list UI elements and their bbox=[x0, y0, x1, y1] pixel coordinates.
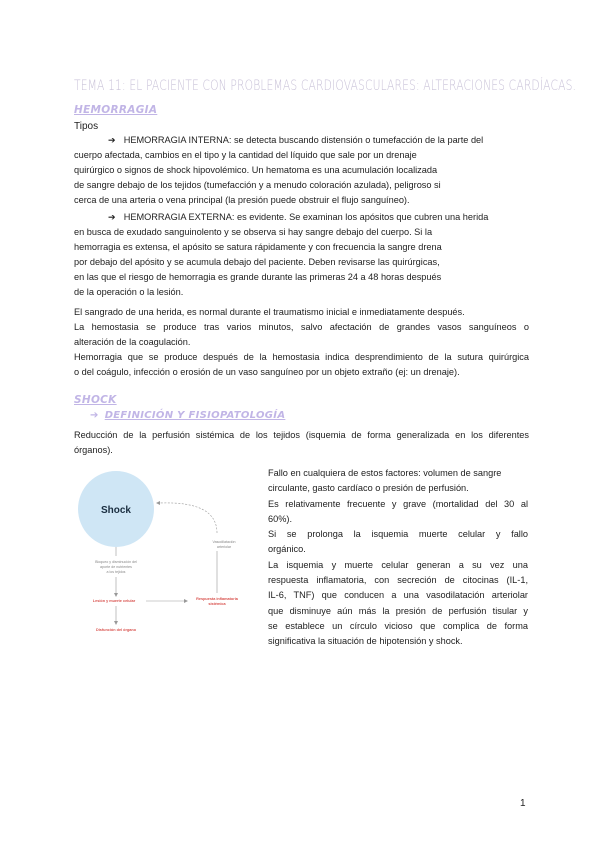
externa-line: de la operación o la lesión. bbox=[74, 287, 184, 297]
document-title: TEMA 11: EL PACIENTE CON PROBLEMAS CARDIOVASCULARES: ALTERACIONES CARDÍACAS. bbox=[74, 78, 577, 94]
paragraph-line: El sangrado de una herida, es normal durante el traumatismo inicial e inmediatamente después. bbox=[74, 307, 465, 317]
box-right-label: Respuesta inflamatoria bbox=[196, 597, 238, 601]
right-note-line: Vasodilatación bbox=[212, 540, 236, 544]
externa-line: por debajo del apósito y se acumula debajo del paciente. Deben revisarse las quirúrgicas, bbox=[74, 257, 440, 267]
right-text-line: La isquemia y muerte celular generan a su vez una bbox=[268, 559, 528, 570]
box-right-label: sistémica bbox=[208, 602, 226, 606]
shock-right-text bbox=[268, 466, 528, 650]
right-text-line: Fallo en cualquiera de estos factores: volumen de sangre bbox=[268, 468, 502, 478]
paragraph-line: Hemorragia que se produce después de la hemostasia indica desprendimiento de la sutura quirúrgica bbox=[74, 352, 529, 362]
shock-diagram bbox=[74, 463, 254, 643]
box-bottom-label: Disfunción del órgano bbox=[95, 628, 137, 632]
right-text-line: orgánico. bbox=[268, 544, 306, 555]
right-note-line: arteriolar bbox=[216, 545, 232, 549]
interna-line: quirúrgico o signos de shock hipovolémico. Un hematoma es una acumulación localizada bbox=[74, 165, 438, 175]
externa-line: HEMORRAGIA EXTERNA: es evidente. Se examinan los apósitos que cubren una herida bbox=[123, 212, 489, 222]
hemorragia-interna-block bbox=[74, 133, 544, 208]
interna-line: de sangre debajo de los tejidos (tumefacción y a menudo coloración azulada), peligroso si bbox=[74, 180, 441, 190]
paragraph-line: o del coágulo, infección o erosión de un vaso sanguíneo por un objeto extraño (ej: un drenaje). bbox=[74, 367, 460, 377]
section-heading-hemorragia: HEMORRAGIA bbox=[74, 104, 158, 116]
externa-line: hemorragia es extensa, el apósito se satura rápidamente y con frecuencia la sangre drena bbox=[74, 242, 442, 252]
shock-definition bbox=[74, 428, 529, 458]
definition-line: Reducción de la perfusión sistémica de los tejidos (isquemia de forma generalizada en los diferentes bbox=[74, 430, 529, 440]
page-number: 1 bbox=[520, 798, 526, 809]
right-text-line: IL-6, TNF) que conducen a una vasodilatación arteriolar bbox=[268, 590, 528, 601]
right-text-line: 60%). bbox=[268, 513, 293, 524]
right-text-line: se establece un círculo vicioso que complica de forma bbox=[268, 620, 528, 631]
interna-line: cuerpo afectada, cambios en el tipo y la cantidad del líquido que sale por un drenaje bbox=[74, 150, 417, 160]
left-note-line: Bloqueo y disminución del bbox=[95, 560, 137, 564]
arrow-icon: ➔ bbox=[108, 212, 116, 222]
externa-line: en las que el riesgo de hemorragia es grande durante las primeras 24 a 48 horas después bbox=[74, 272, 442, 282]
box-left-label: Lesión y muerte celular bbox=[92, 599, 136, 603]
tipos-label: Tipos bbox=[74, 121, 99, 132]
right-text-line: que disminuye aún más la presión de perfusión tisular y bbox=[268, 605, 528, 616]
right-text-line: circulante, gasto cardíaco o presión de perfusión. bbox=[268, 483, 469, 494]
right-text-line: Es relativamente frecuente y grave (mortalidad del 30 al bbox=[268, 498, 528, 509]
shock-circle-label: Shock bbox=[100, 505, 132, 516]
subheading-definicion bbox=[90, 410, 285, 421]
externa-line: en busca de exudado sanguinolento y se observa si hay sangre debajo del cuerpo. Si la bbox=[74, 227, 433, 237]
right-text-line: Si se prolonga la isquemia muerte celular y fallo bbox=[268, 529, 528, 540]
right-text-line: significativa la situación de hipotensión y shock. bbox=[268, 636, 463, 647]
interna-line: HEMORRAGIA INTERNA: se detecta buscando distensión o tumefacción de la parte del bbox=[123, 135, 484, 145]
section-heading-shock: SHOCK bbox=[74, 394, 117, 406]
paragraph-line: La hemostasia se produce tras varios minutos, salvo afectación de grandes vasos sanguíneos o bbox=[74, 322, 529, 332]
left-note-line: aporte de nutrientes bbox=[100, 565, 132, 569]
arrow-icon: ➔ bbox=[90, 410, 99, 421]
interna-line: cerca de una arteria o vena principal (la presión puede obstruir el flujo sanguíneo). bbox=[74, 195, 410, 205]
definition-line: órganos). bbox=[74, 445, 113, 455]
paragraph-line: alteración de la coagulación. bbox=[74, 337, 191, 347]
left-note-line: a los tejidos bbox=[106, 570, 126, 574]
subheading-label: DEFINICIÓN Y FISIOPATOLOGÍA bbox=[104, 410, 286, 421]
right-text-line: respuesta inflamatoria, con secreción de citocinas (IL-1, bbox=[268, 575, 528, 586]
hemorragia-externa-block bbox=[74, 210, 544, 300]
arrow-icon: ➔ bbox=[108, 135, 116, 145]
hemorragia-paragraph bbox=[74, 305, 529, 380]
